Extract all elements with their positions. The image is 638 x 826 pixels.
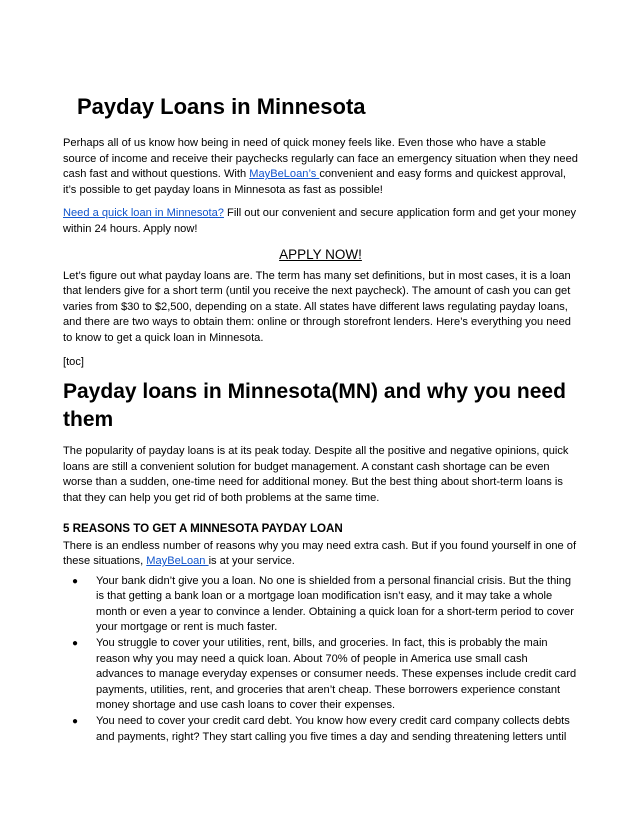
bullet-icon: ● bbox=[72, 575, 79, 587]
reasons-heading: 5 REASONS TO GET A MINNESOTA PAYDAY LOAN bbox=[63, 521, 343, 535]
list-item bbox=[63, 636, 578, 714]
intro-text-end: convenient and easy forms and quickest approval, it’s possible to get payday loans in Minnesota as fast as possible! bbox=[63, 168, 567, 196]
bullet-icon: ● bbox=[72, 716, 79, 728]
intro-paragraph bbox=[63, 136, 578, 198]
intro-text: Perhaps all of us know how being in need of quick money feels like. Even those who have a stable source of income and receive their paychecks regularly can face an emergency situation when they need cash fast and without questions. With bbox=[63, 137, 578, 181]
reasons-list bbox=[63, 574, 578, 746]
need-loan-paragraph bbox=[63, 206, 578, 237]
page-title: Payday Loans in Minnesota bbox=[77, 94, 366, 119]
need-loan-link[interactable]: Need a quick loan in Minnesota? bbox=[63, 207, 224, 220]
apply-now-row bbox=[63, 246, 578, 263]
need-loan-text: Fill out our convenient and secure application form and get your money within 24 hours. Apply now! bbox=[63, 207, 577, 235]
list-item-text: You need to cover your credit card debt. You know how every credit card company collects debts and payments, right? They start calling you five times a day and sending threatening letters until bbox=[96, 715, 570, 743]
toc-placeholder: [toc] bbox=[63, 355, 84, 368]
list-item bbox=[63, 714, 578, 745]
maybeloan-link[interactable]: MayBeLoan’s bbox=[249, 168, 320, 181]
reasons-intro bbox=[63, 539, 578, 570]
list-item-text: Your bank didn’t give you a loan. No one is shielded from a personal financial crisis. But the thing is that getting a bank loan or a mortgage loan modification isn’t easy, and it may take a whole month or even a year to convince a lender. Obtaining a quick loan for a short-term period to cover your mortgage or rent is much faster. bbox=[96, 574, 574, 634]
list-item bbox=[63, 574, 578, 636]
section-heading: Payday loans in Minnesota(MN) and why you need them bbox=[63, 380, 566, 432]
list-item-text: You struggle to cover your utilities, rent, bills, and groceries. In fact, this is probably the main reason why you may need a quick loan. About 70% of people in America use small cash advances to manage everyday expenses or consumer needs. These expenses include credit card payments, utilities, rent, and groceries that aren’t cheap. These borrowers experience constant money shortage and use cash loans to cover their expenses. bbox=[96, 637, 577, 712]
maybeloan-service-link[interactable]: MayBeLoan bbox=[146, 555, 209, 568]
definition-paragraph: Let’s figure out what payday loans are. The term has many set definitions, but in most cases, it is a loan that lenders give for a short term (until you receive the next paycheck). The amount of cash you can get varies from $30 to $2,500, depending on a state. All states have different laws regulating payday loans, and there are two ways to obtain them: online or through storefront lenders. Here’s everything you need to know to get a quick loan in Minnesota. bbox=[63, 269, 571, 344]
reasons-intro-text: There is an endless number of reasons why you may need extra cash. But if you found yourself in one of these situations, bbox=[63, 539, 577, 568]
document-body bbox=[63, 94, 578, 745]
popularity-paragraph: The popularity of payday loans is at its peak today. Despite all the positive and negative opinions, quick loans are still a convenient solution for budget management. A constant cash shortage can be even worse than a sudden, one-time need for additional money. But the best thing about short-term loans is that they can help you get rid of both problems at the same time. bbox=[63, 445, 569, 504]
reasons-intro-end: is at your service. bbox=[208, 555, 295, 568]
apply-now-link[interactable]: APPLY NOW! bbox=[279, 246, 362, 262]
bullet-icon: ● bbox=[72, 638, 79, 650]
